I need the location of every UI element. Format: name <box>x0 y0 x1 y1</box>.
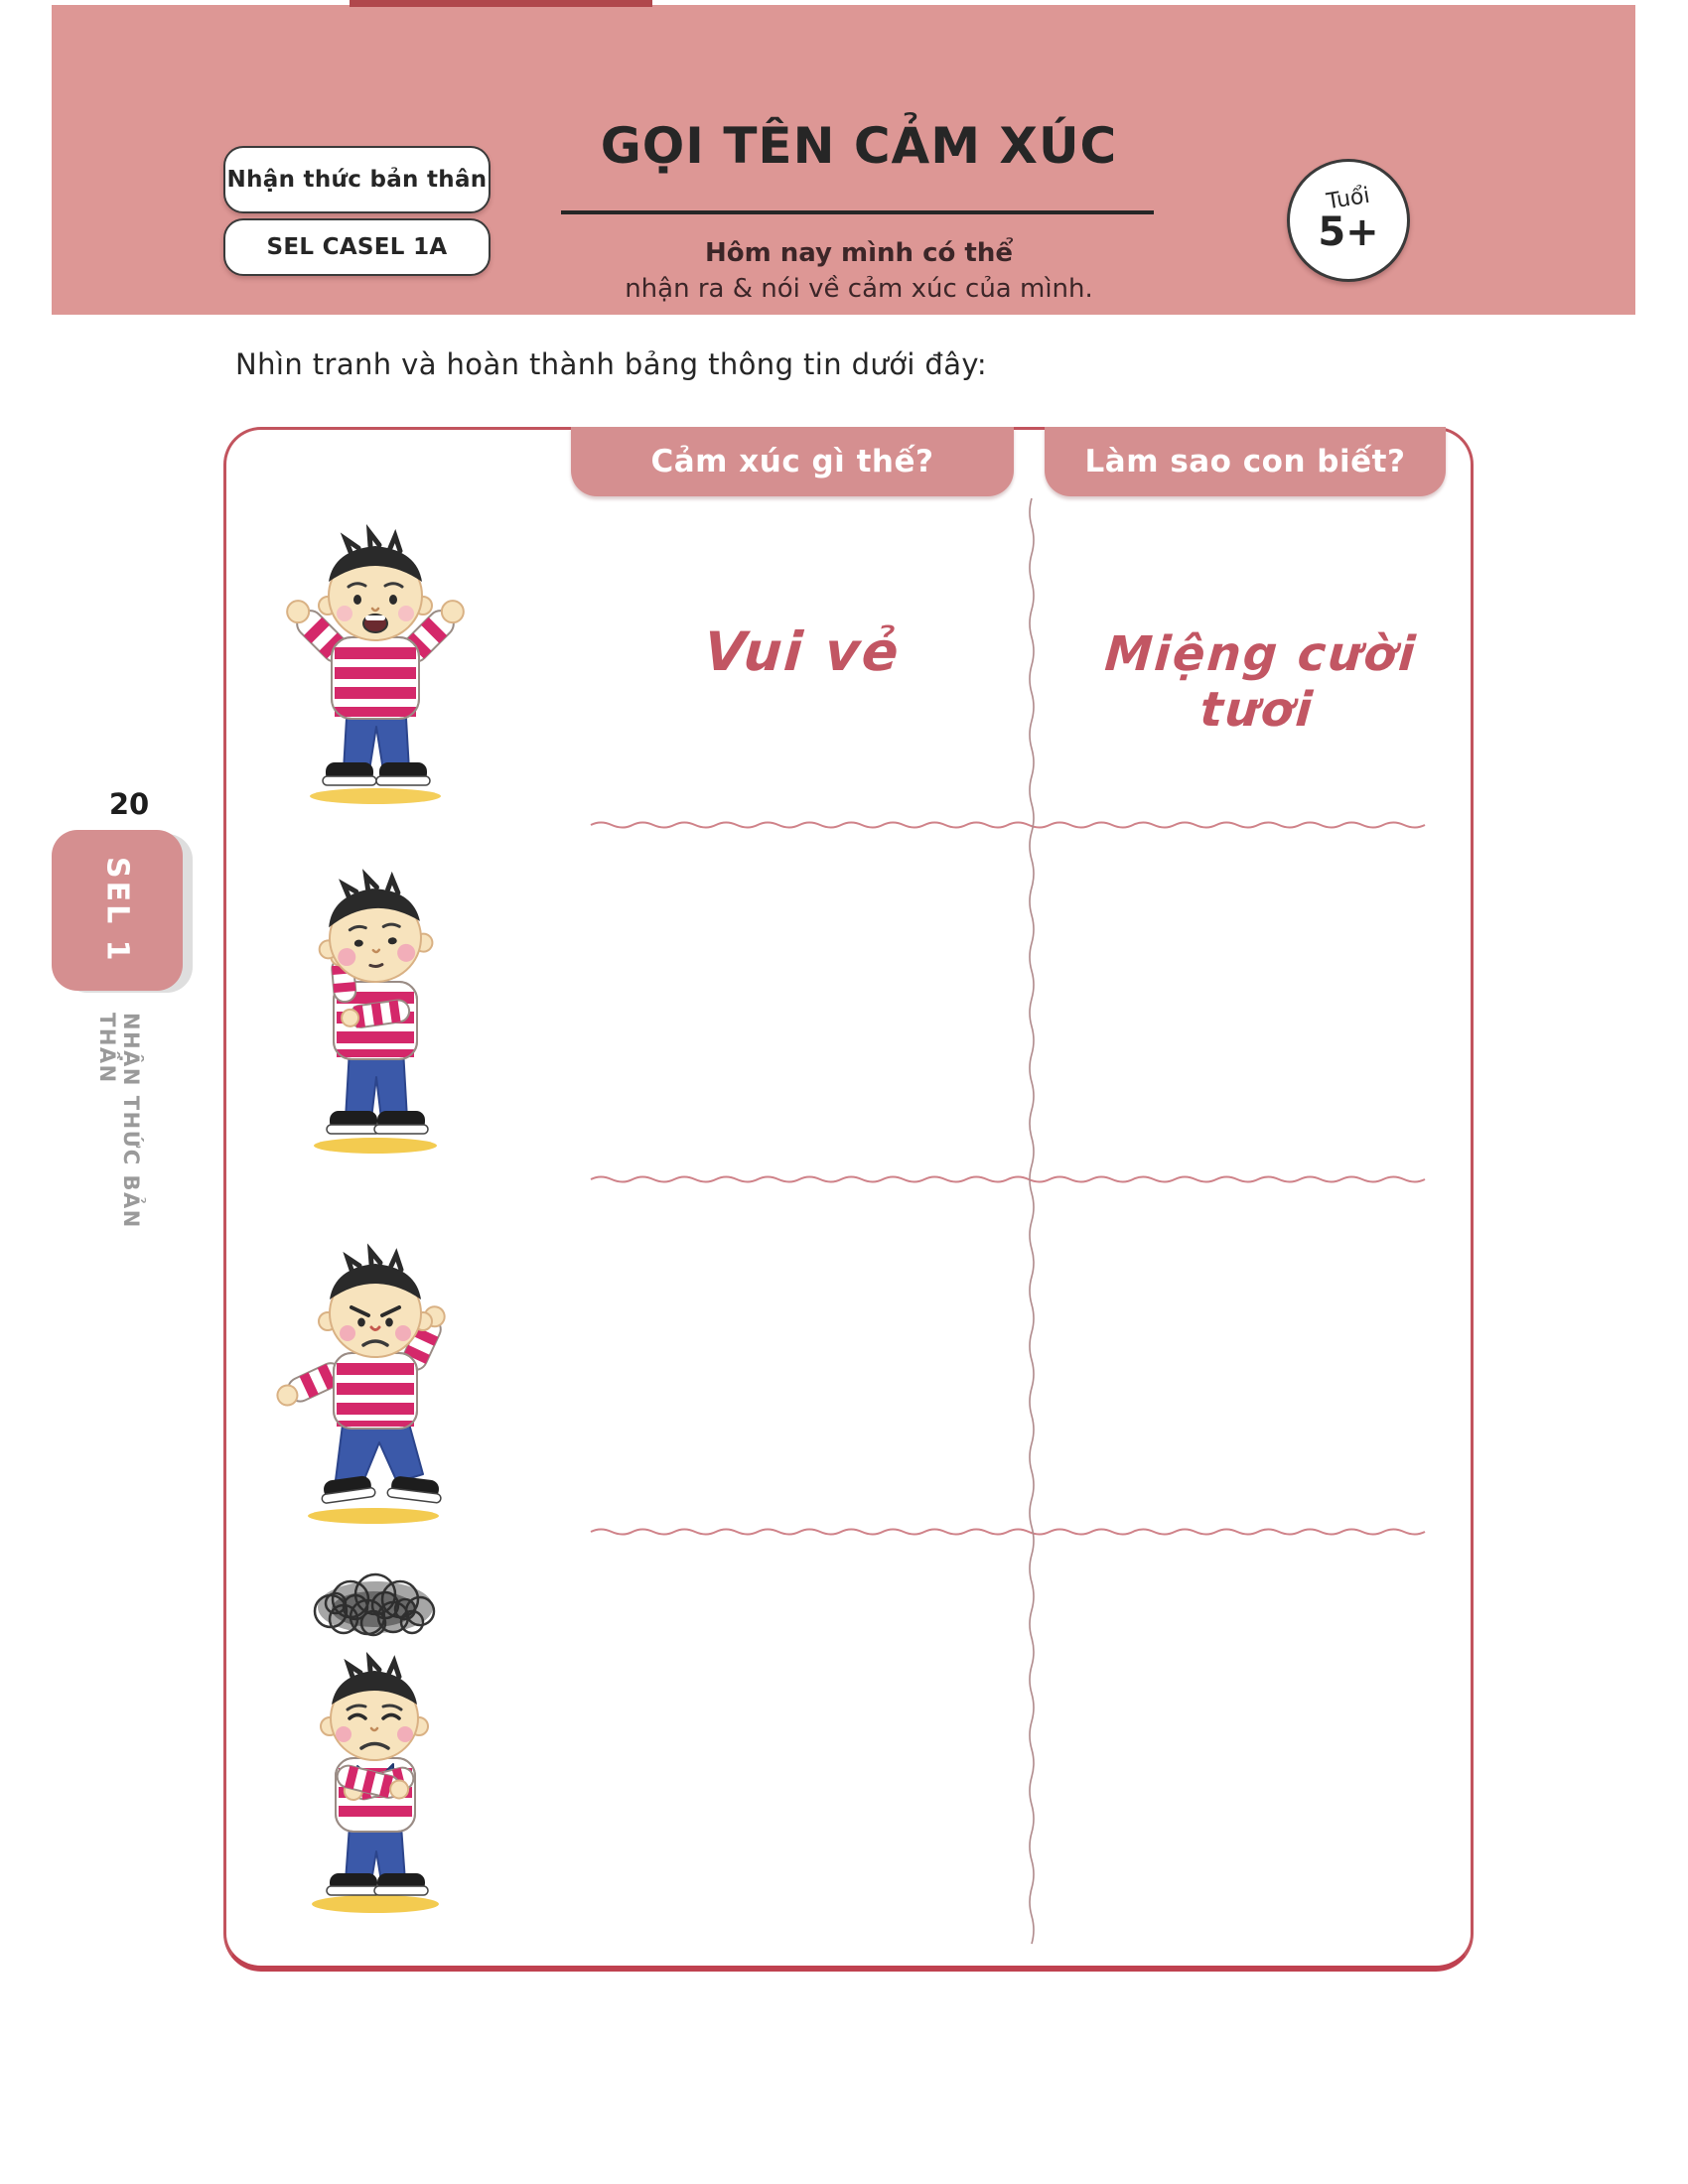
angry-boy-illustration <box>256 1232 494 1530</box>
column-header-emotion <box>571 427 1014 496</box>
title-underline <box>561 210 1154 214</box>
row-separator <box>590 1527 1446 1537</box>
side-vertical-label: NHẬN THỨC BẢN THÂN <box>95 1013 143 1229</box>
subtitle-bold: Hôm nay mình có thể <box>705 238 1013 268</box>
row-separator <box>590 820 1446 830</box>
category-pill <box>223 146 491 213</box>
column-header-emotion-label: Cảm xúc gì thế? <box>650 444 934 479</box>
side-tab-label: SEL 1 <box>99 857 135 964</box>
worksheet-table <box>223 427 1474 1972</box>
age-badge-label: Tuổi <box>1325 183 1372 214</box>
column-header-clue-label: Làm sao con biết? <box>1084 444 1406 479</box>
instruction-text: Nhìn tranh và hoàn thành bảng thông tin dưới đây: <box>235 347 988 381</box>
thinking-boy-illustration <box>256 855 494 1162</box>
top-bleed-strip <box>350 0 652 7</box>
answer-clue-row1: Miệng cười tươi <box>1102 626 1419 738</box>
happy-boy-illustration <box>256 514 494 812</box>
category-pill-label: Nhận thức bản thân <box>226 167 488 193</box>
age-badge <box>1287 159 1410 282</box>
column-header-clue <box>1045 427 1446 496</box>
sel-code-pill-label: SEL CASEL 1A <box>266 234 448 260</box>
sad-boy-illustration <box>256 1562 494 1929</box>
row-separator <box>590 1174 1446 1184</box>
column-divider <box>1027 497 1037 1955</box>
page-title: GỌI TÊN CẢM XÚC <box>600 117 1118 175</box>
answer-emotion-row1: Vui vẻ <box>702 620 903 683</box>
sel-code-pill <box>223 218 491 276</box>
page-number: 20 <box>108 787 150 821</box>
side-tab-sel1 <box>52 830 183 991</box>
subtitle: nhận ra & nói về cảm xúc của mình. <box>625 274 1093 304</box>
age-badge-value: 5+ <box>1318 208 1379 255</box>
